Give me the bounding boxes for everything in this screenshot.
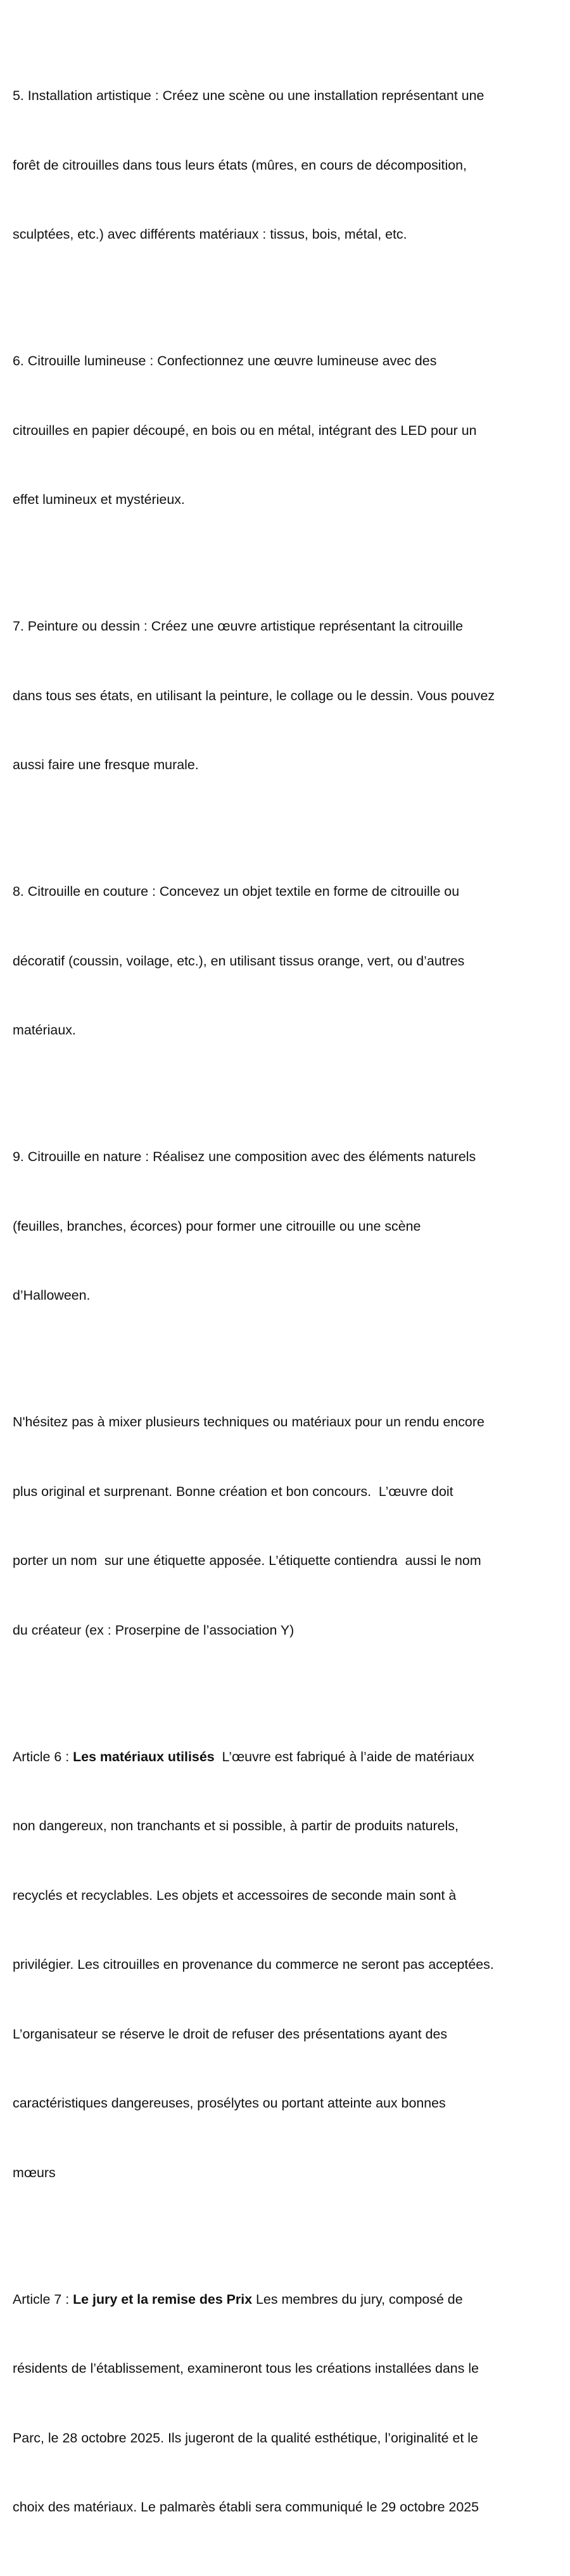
text-line: matériaux. [13, 1022, 76, 1038]
item-citrouille-en-nature [13, 1099, 551, 1354]
text-line: citrouilles en papier découpé, en bois ou en métal, intégrant des LED pour un [13, 422, 477, 438]
item-peinture-ou-dessin [13, 569, 551, 823]
text-line: forêt de citrouilles dans tous leurs états (mûres, en cours de décomposition, [13, 157, 467, 173]
text-line: 9. Citrouille en nature : Réalisez une composition avec des éléments naturels [13, 1149, 476, 1164]
text-line: porter un nom sur une étiquette apposée. L’étiquette contiendra aussi le nom [13, 1553, 481, 1568]
text-line: L’organisateur se réserve le droit de refuser des présentations ayant des [13, 2026, 448, 2042]
article-6-first-line [13, 1745, 551, 1769]
text-line: recyclés et recyclables. Les objets et accessoires de seconde main sont à [13, 1887, 457, 1903]
text-line: 7. Peinture ou dessin : Créez une œuvre artistique représentant la citrouille [13, 619, 464, 634]
article-6 [13, 1699, 551, 2231]
item-citrouille-lumineuse [13, 303, 551, 558]
text-line: aussi faire une fresque murale. [13, 757, 199, 772]
text-line: sculptées, etc.) avec différents matériaux : tissus, bois, métal, etc. [13, 227, 407, 242]
text-line: caractéristiques dangereuses, prosélytes ou portant atteinte aux bonnes [13, 2095, 446, 2111]
text-line: 6. Citrouille lumineuse : Confectionnez une œuvre lumineuse avec des [13, 353, 437, 368]
text-line: mœurs [13, 2164, 56, 2180]
text-line: décoratif (coussin, voilage, etc.), en utilisant tissus orange, vert, ou d’autres [13, 953, 465, 969]
text-line: privilégier. Les citrouilles en provenance du commerce ne seront pas acceptées. [13, 1957, 494, 1972]
article-6-first-line-rest: L’œuvre est fabriqué à l’aide de matériaux [214, 1749, 474, 1764]
closing-paragraph [13, 1364, 551, 1688]
text-line: Parc, le 28 octobre 2025. Ils jugeront de la qualité esthétique, l’originalité et le [13, 2430, 478, 2446]
text-line: non dangereux, non tranchants et si possible, à partir de produits naturels, [13, 1818, 459, 1833]
article-7 [13, 2242, 551, 2565]
article-7-first-line-rest: Les membres du jury, composé de [252, 2291, 463, 2307]
text-line: plus original et surprenant. Bonne création et bon concours. L’œuvre doit [13, 1483, 453, 1499]
article-6-prefix: Article 6 : [13, 1749, 73, 1764]
item-citrouille-en-couture [13, 834, 551, 1088]
article-7-first-line [13, 2288, 551, 2311]
item-installation-artistique [13, 38, 551, 292]
text-line: d’Halloween. [13, 1288, 91, 1303]
article-6-title: Les matériaux utilisés [73, 1749, 215, 1764]
article-7-title: Le jury et la remise des Prix [73, 2291, 253, 2307]
text-line: résidents de l’établissement, examineront tous les créations installées dans le [13, 2361, 479, 2376]
text-line: du créateur (ex : Proserpine de l’association Y) [13, 1622, 294, 1638]
text-line: 5. Installation artistique : Créez une scène ou une installation représentant une [13, 88, 484, 103]
text-line: 8. Citrouille en couture : Concevez un objet textile en forme de citrouille ou [13, 884, 460, 899]
text-line: (feuilles, branches, écorces) pour former une citrouille ou une scène [13, 1218, 421, 1234]
document-page [13, 38, 551, 2576]
text-line: dans tous ses états, en utilisant la peinture, le collage ou le dessin. Vous pouvez [13, 688, 495, 703]
text-line: effet lumineux et mystérieux. [13, 492, 185, 507]
text-line: choix des matériaux. Le palmarès établi sera communiqué le 29 octobre 2025 [13, 2499, 479, 2515]
article-7-prefix: Article 7 : [13, 2291, 73, 2307]
text-line: N'hésitez pas à mixer plusieurs techniques ou matériaux pour un rendu encore [13, 1414, 484, 1429]
